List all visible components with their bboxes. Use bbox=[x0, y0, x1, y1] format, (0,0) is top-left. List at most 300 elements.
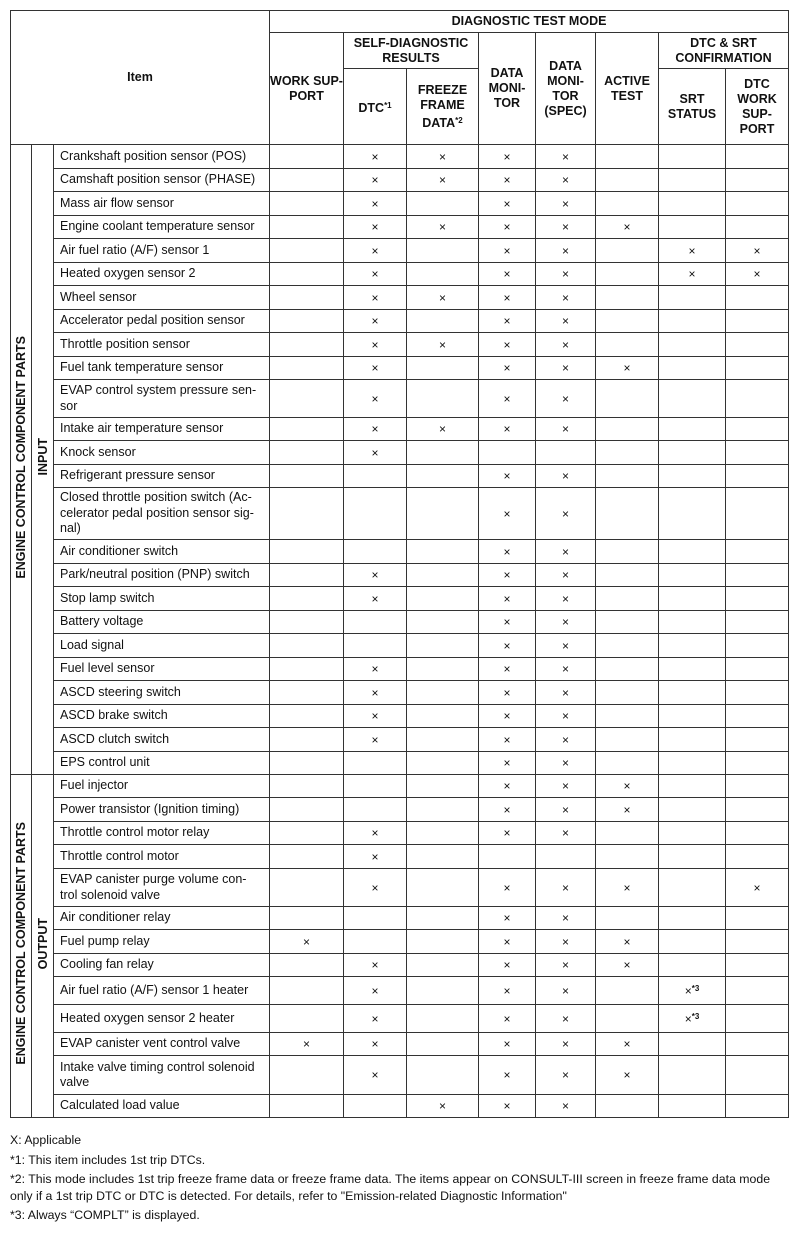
applicable-mark: × bbox=[561, 934, 569, 949]
active-test-mark bbox=[596, 775, 659, 798]
applicable-mark: × bbox=[561, 1011, 569, 1026]
work-support-mark bbox=[270, 1095, 344, 1118]
work-support-mark bbox=[270, 1033, 344, 1056]
dtc-mark bbox=[344, 822, 407, 845]
data-monitor-mark bbox=[479, 634, 536, 658]
dtc-work-support-mark bbox=[726, 587, 789, 611]
dtc-mark bbox=[344, 564, 407, 587]
data-monitor-mark bbox=[479, 1005, 536, 1033]
table-row bbox=[11, 869, 789, 907]
data-monitor-mark bbox=[479, 845, 536, 869]
freeze-frame-mark bbox=[407, 930, 479, 954]
applicable-mark: × bbox=[438, 173, 446, 187]
applicable-mark: × bbox=[561, 591, 569, 606]
data-monitor-mark bbox=[479, 310, 536, 333]
applicable-mark: × bbox=[503, 779, 511, 793]
data-monitor-spec-mark bbox=[536, 705, 596, 728]
data-monitor-spec-mark bbox=[536, 1095, 596, 1118]
dtc-work-support-mark bbox=[726, 380, 789, 418]
work-support-mark bbox=[270, 310, 344, 333]
active-test-mark bbox=[596, 930, 659, 954]
srt-footnote-ref: *3 bbox=[691, 983, 700, 993]
applicable-mark: × bbox=[371, 290, 379, 305]
srt-status-mark bbox=[659, 681, 726, 705]
freeze-frame-mark bbox=[407, 357, 479, 380]
active-test-mark bbox=[596, 634, 659, 658]
data-monitor-mark bbox=[479, 465, 536, 488]
dtc-mark bbox=[344, 169, 407, 192]
item-name: ASCD brake switch bbox=[54, 705, 270, 728]
applicable-mark: × bbox=[753, 267, 761, 281]
dtc-mark bbox=[344, 192, 407, 216]
table-row bbox=[11, 977, 789, 1005]
dtc-mark bbox=[344, 681, 407, 705]
work-support-mark bbox=[270, 564, 344, 587]
applicable-mark: × bbox=[623, 958, 631, 972]
data-monitor-mark bbox=[479, 1033, 536, 1056]
data-monitor-mark bbox=[479, 822, 536, 845]
applicable-mark: × bbox=[503, 314, 511, 328]
applicable-mark: × bbox=[561, 196, 569, 211]
dtc-work-support-mark bbox=[726, 869, 789, 907]
freeze-frame-mark bbox=[407, 145, 479, 169]
item-name: Heated oxygen sensor 2 bbox=[54, 263, 270, 286]
data-monitor-mark bbox=[479, 977, 536, 1005]
dtc-mark bbox=[344, 611, 407, 634]
data-monitor-spec-mark bbox=[536, 564, 596, 587]
dtc-work-support-mark bbox=[726, 681, 789, 705]
table-row bbox=[11, 798, 789, 822]
applicable-mark: × bbox=[561, 173, 569, 187]
srt-status-mark bbox=[659, 145, 726, 169]
item-name: Crankshaft position sensor (POS) bbox=[54, 145, 270, 169]
item-name: Fuel tank temperature sensor bbox=[54, 357, 270, 380]
applicable-mark: × bbox=[561, 958, 569, 972]
active-test-mark bbox=[596, 540, 659, 564]
applicable-mark: × bbox=[684, 983, 692, 998]
active-test-mark bbox=[596, 705, 659, 728]
work-support-mark bbox=[270, 705, 344, 728]
work-support-mark bbox=[270, 441, 344, 465]
data-monitor-mark bbox=[479, 907, 536, 930]
item-name: EPS control unit bbox=[54, 752, 270, 775]
applicable-mark: × bbox=[561, 1068, 569, 1082]
table-row bbox=[11, 169, 789, 192]
data-monitor-spec-mark bbox=[536, 587, 596, 611]
table-row bbox=[11, 465, 789, 488]
applicable-mark: × bbox=[503, 422, 511, 436]
applicable-mark: × bbox=[371, 983, 379, 998]
table-row bbox=[11, 681, 789, 705]
dtc-mark bbox=[344, 216, 407, 239]
table-row bbox=[11, 907, 789, 930]
applicable-mark: × bbox=[623, 779, 631, 793]
applicable-mark: × bbox=[503, 290, 511, 305]
active-test-mark bbox=[596, 192, 659, 216]
data-monitor-spec-mark bbox=[536, 192, 596, 216]
table-row bbox=[11, 658, 789, 681]
dtc-work-support-mark bbox=[726, 286, 789, 310]
srt-status-mark bbox=[659, 286, 726, 310]
srt-status-mark bbox=[659, 357, 726, 380]
table-row bbox=[11, 286, 789, 310]
dtc-mark bbox=[344, 441, 407, 465]
header-data-monitor: DATA MONI- TOR bbox=[479, 33, 536, 145]
dtc-work-support-mark bbox=[726, 954, 789, 977]
active-test-mark bbox=[596, 239, 659, 263]
item-name: Knock sensor bbox=[54, 441, 270, 465]
work-support-mark bbox=[270, 1056, 344, 1095]
data-monitor-spec-mark bbox=[536, 681, 596, 705]
freeze-frame-mark bbox=[407, 1005, 479, 1033]
srt-status-mark bbox=[659, 930, 726, 954]
work-support-mark bbox=[270, 286, 344, 310]
srt-status-mark bbox=[659, 775, 726, 798]
active-test-mark bbox=[596, 1005, 659, 1033]
dtc-mark bbox=[344, 357, 407, 380]
applicable-mark: × bbox=[753, 243, 761, 258]
applicable-mark: × bbox=[561, 314, 569, 328]
work-support-mark bbox=[270, 169, 344, 192]
dtc-work-support-mark bbox=[726, 564, 789, 587]
dtc-mark bbox=[344, 705, 407, 728]
dtc-mark bbox=[344, 587, 407, 611]
srt-status-mark bbox=[659, 752, 726, 775]
applicable-mark: × bbox=[371, 591, 379, 606]
applicable-mark: × bbox=[371, 662, 379, 676]
applicable-mark: × bbox=[438, 337, 446, 352]
applicable-mark: × bbox=[561, 685, 569, 700]
table-row bbox=[11, 822, 789, 845]
freeze-frame-mark bbox=[407, 380, 479, 418]
active-test-mark bbox=[596, 441, 659, 465]
data-monitor-spec-mark bbox=[536, 1056, 596, 1095]
data-monitor-spec-mark bbox=[536, 907, 596, 930]
applicable-mark: × bbox=[503, 506, 511, 521]
data-monitor-mark bbox=[479, 611, 536, 634]
dtc-mark bbox=[344, 775, 407, 798]
data-monitor-spec-mark bbox=[536, 930, 596, 954]
srt-status-mark bbox=[659, 1005, 726, 1033]
applicable-mark: × bbox=[623, 1068, 631, 1082]
applicable-mark: × bbox=[371, 149, 379, 164]
applicable-mark: × bbox=[438, 220, 446, 234]
active-test-mark bbox=[596, 845, 659, 869]
freeze-frame-mark bbox=[407, 263, 479, 286]
srt-status-mark bbox=[659, 822, 726, 845]
item-name: Fuel injector bbox=[54, 775, 270, 798]
srt-status-mark bbox=[659, 705, 726, 728]
srt-status-mark bbox=[659, 798, 726, 822]
applicable-mark: × bbox=[371, 243, 379, 258]
item-name: Heated oxygen sensor 2 heater bbox=[54, 1005, 270, 1033]
work-support-mark bbox=[270, 1005, 344, 1033]
data-monitor-spec-mark bbox=[536, 752, 596, 775]
active-test-mark bbox=[596, 798, 659, 822]
item-name: Wheel sensor bbox=[54, 286, 270, 310]
freeze-frame-mark bbox=[407, 465, 479, 488]
dtc-mark bbox=[344, 465, 407, 488]
footnote-1: *1: This item includes 1st trip DTCs. bbox=[10, 1152, 206, 1167]
applicable-mark: × bbox=[371, 958, 379, 972]
active-test-mark bbox=[596, 1033, 659, 1056]
data-monitor-mark bbox=[479, 1095, 536, 1118]
data-monitor-mark bbox=[479, 658, 536, 681]
applicable-mark: × bbox=[371, 880, 379, 895]
item-name: Mass air flow sensor bbox=[54, 192, 270, 216]
applicable-mark: × bbox=[438, 1099, 446, 1113]
applicable-mark: × bbox=[561, 615, 569, 629]
dtc-work-support-mark bbox=[726, 216, 789, 239]
data-monitor-mark bbox=[479, 263, 536, 286]
srt-status-mark bbox=[659, 954, 726, 977]
header-srt-status: SRT STATUS bbox=[659, 69, 726, 145]
group-label: ENGINE CONTROL COMPONENT PARTS bbox=[14, 335, 28, 579]
dtc-work-support-mark bbox=[726, 845, 789, 869]
item-name: ASCD clutch switch bbox=[54, 728, 270, 752]
dtc-work-support-mark bbox=[726, 728, 789, 752]
group-label: ENGINE CONTROL COMPONENT PARTS bbox=[14, 822, 28, 1065]
item-name: Closed throttle position switch (Ac- celerator pedal position sensor sig- nal) bbox=[54, 488, 270, 540]
table-row bbox=[11, 239, 789, 263]
freeze-frame-mark bbox=[407, 907, 479, 930]
header-dtc-srt-confirmation: DTC & SRT CONFIRMATION bbox=[659, 33, 789, 69]
freeze-frame-mark bbox=[407, 869, 479, 907]
applicable-mark: × bbox=[503, 958, 511, 972]
active-test-mark bbox=[596, 380, 659, 418]
srt-footnote-ref: *3 bbox=[691, 1011, 700, 1021]
active-test-mark bbox=[596, 681, 659, 705]
freeze-frame-mark bbox=[407, 418, 479, 441]
applicable-mark: × bbox=[503, 1037, 511, 1051]
srt-status-mark bbox=[659, 333, 726, 357]
dtc-mark bbox=[344, 907, 407, 930]
data-monitor-mark bbox=[479, 728, 536, 752]
applicable-mark: × bbox=[561, 779, 569, 793]
work-support-mark bbox=[270, 239, 344, 263]
applicable-mark: × bbox=[503, 1099, 511, 1113]
srt-status-mark bbox=[659, 634, 726, 658]
srt-status-mark bbox=[659, 1095, 726, 1118]
applicable-mark: × bbox=[561, 506, 569, 521]
freeze-frame-mark bbox=[407, 658, 479, 681]
dtc-mark bbox=[344, 333, 407, 357]
data-monitor-spec-mark bbox=[536, 465, 596, 488]
header-freeze-frame-data: FREEZE FRAME DATA$^{*2}$ bbox=[407, 69, 479, 145]
item-name: Throttle control motor bbox=[54, 845, 270, 869]
freeze-frame-mark bbox=[407, 798, 479, 822]
dtc-work-support-mark bbox=[726, 357, 789, 380]
applicable-mark: × bbox=[623, 802, 631, 817]
dtc-work-support-mark bbox=[726, 263, 789, 286]
item-name: Refrigerant pressure sensor bbox=[54, 465, 270, 488]
table-row bbox=[11, 728, 789, 752]
item-name: Calculated load value bbox=[54, 1095, 270, 1118]
dtc-work-support-mark bbox=[726, 658, 789, 681]
dtc-mark bbox=[344, 488, 407, 540]
data-monitor-mark bbox=[479, 488, 536, 540]
item-name: Air conditioner switch bbox=[54, 540, 270, 564]
data-monitor-spec-mark bbox=[536, 380, 596, 418]
freeze-frame-mark bbox=[407, 587, 479, 611]
applicable-mark: × bbox=[438, 149, 446, 164]
item-name: Load signal bbox=[54, 634, 270, 658]
item-name: Air fuel ratio (A/F) sensor 1 heater bbox=[54, 977, 270, 1005]
subgroup-label: INPUT bbox=[35, 438, 50, 476]
srt-status-mark bbox=[659, 310, 726, 333]
applicable-mark: × bbox=[561, 802, 569, 817]
dtc-work-support-mark bbox=[726, 145, 789, 169]
applicable-mark: × bbox=[371, 391, 379, 406]
item-name: EVAP control system pressure sen- sor bbox=[54, 380, 270, 418]
active-test-mark bbox=[596, 286, 659, 310]
dtc-work-support-mark bbox=[726, 540, 789, 564]
dtc-mark bbox=[344, 1095, 407, 1118]
data-monitor-spec-mark bbox=[536, 357, 596, 380]
data-monitor-spec-mark bbox=[536, 286, 596, 310]
freeze-frame-mark bbox=[407, 540, 479, 564]
applicable-mark: × bbox=[623, 934, 631, 949]
subgroup-output bbox=[32, 775, 54, 1118]
applicable-mark: × bbox=[503, 469, 511, 483]
data-monitor-spec-mark bbox=[536, 845, 596, 869]
data-monitor-spec-mark bbox=[536, 216, 596, 239]
dtc-mark bbox=[344, 239, 407, 263]
footnote-3: *3: Always “COMPLT” is displayed. bbox=[10, 1208, 200, 1222]
dtc-work-support-mark bbox=[726, 1033, 789, 1056]
table-row bbox=[11, 930, 789, 954]
freeze-frame-mark bbox=[407, 1056, 479, 1095]
srt-status-mark bbox=[659, 465, 726, 488]
applicable-mark: × bbox=[371, 568, 379, 582]
data-monitor-spec-mark bbox=[536, 869, 596, 907]
table-row bbox=[11, 380, 789, 418]
applicable-mark: × bbox=[561, 391, 569, 406]
applicable-mark: × bbox=[503, 826, 511, 840]
dtc-mark bbox=[344, 977, 407, 1005]
work-support-mark bbox=[270, 357, 344, 380]
group-engine-control-parts-output bbox=[11, 775, 32, 1118]
work-support-mark bbox=[270, 798, 344, 822]
applicable-mark: × bbox=[371, 709, 379, 723]
applicable-mark: × bbox=[371, 267, 379, 281]
header-data-monitor-spec: DATA MONI- TOR (SPEC) bbox=[536, 33, 596, 145]
active-test-mark bbox=[596, 357, 659, 380]
subgroup-label: OUTPUT bbox=[35, 917, 50, 970]
applicable-mark: × bbox=[561, 911, 569, 925]
table-row bbox=[11, 418, 789, 441]
data-monitor-spec-mark bbox=[536, 488, 596, 540]
applicable-mark: × bbox=[503, 544, 511, 559]
applicable-mark: × bbox=[561, 361, 569, 375]
dtc-mark bbox=[344, 798, 407, 822]
srt-status-mark bbox=[659, 441, 726, 465]
data-monitor-mark bbox=[479, 869, 536, 907]
applicable-mark: × bbox=[503, 1011, 511, 1026]
data-monitor-mark bbox=[479, 587, 536, 611]
applicable-mark: × bbox=[688, 243, 696, 258]
applicable-mark: × bbox=[623, 361, 631, 375]
applicable-mark: × bbox=[371, 337, 379, 352]
data-monitor-mark bbox=[479, 357, 536, 380]
data-monitor-mark bbox=[479, 954, 536, 977]
table-row bbox=[11, 310, 789, 333]
item-name: Engine coolant temperature sensor bbox=[54, 216, 270, 239]
applicable-mark: × bbox=[302, 1037, 310, 1051]
data-monitor-spec-mark bbox=[536, 658, 596, 681]
data-monitor-mark bbox=[479, 775, 536, 798]
data-monitor-spec-mark bbox=[536, 822, 596, 845]
applicable-mark: × bbox=[371, 173, 379, 187]
applicable-mark: × bbox=[371, 685, 379, 700]
dtc-work-support-mark bbox=[726, 930, 789, 954]
data-monitor-mark bbox=[479, 216, 536, 239]
applicable-mark: × bbox=[623, 1037, 631, 1051]
active-test-mark bbox=[596, 954, 659, 977]
data-monitor-spec-mark bbox=[536, 1005, 596, 1033]
applicable-mark: × bbox=[371, 445, 379, 460]
applicable-mark: × bbox=[561, 732, 569, 747]
freeze-frame-mark bbox=[407, 977, 479, 1005]
srt-status-mark bbox=[659, 1056, 726, 1095]
srt-status-mark bbox=[659, 907, 726, 930]
work-support-mark bbox=[270, 380, 344, 418]
table-row bbox=[11, 216, 789, 239]
dtc-mark bbox=[344, 286, 407, 310]
item-name: Cooling fan relay bbox=[54, 954, 270, 977]
work-support-mark bbox=[270, 263, 344, 286]
work-support-mark bbox=[270, 540, 344, 564]
applicable-mark: × bbox=[684, 1011, 692, 1026]
freeze-frame-mark bbox=[407, 728, 479, 752]
dtc-mark bbox=[344, 1056, 407, 1095]
dtc-mark bbox=[344, 1033, 407, 1056]
active-test-mark bbox=[596, 752, 659, 775]
applicable-mark: × bbox=[503, 149, 511, 164]
data-monitor-spec-mark bbox=[536, 333, 596, 357]
applicable-mark: × bbox=[503, 983, 511, 998]
applicable-mark: × bbox=[561, 267, 569, 281]
header-dtc: DTC$^{*1}$ bbox=[344, 69, 407, 145]
data-monitor-spec-mark bbox=[536, 1033, 596, 1056]
data-monitor-mark bbox=[479, 418, 536, 441]
applicable-mark: × bbox=[371, 220, 379, 234]
footnotes bbox=[10, 1132, 790, 1227]
dtc-work-support-mark bbox=[726, 634, 789, 658]
applicable-mark: × bbox=[438, 290, 446, 305]
freeze-frame-mark bbox=[407, 705, 479, 728]
freeze-frame-mark bbox=[407, 611, 479, 634]
active-test-mark bbox=[596, 465, 659, 488]
table-row bbox=[11, 145, 789, 169]
srt-status-mark bbox=[659, 169, 726, 192]
freeze-frame-mark bbox=[407, 286, 479, 310]
data-monitor-mark bbox=[479, 681, 536, 705]
table-row bbox=[11, 357, 789, 380]
work-support-mark bbox=[270, 465, 344, 488]
dtc-mark bbox=[344, 310, 407, 333]
srt-status-mark bbox=[659, 192, 726, 216]
dtc-work-support-mark bbox=[726, 1095, 789, 1118]
applicable-mark: × bbox=[302, 934, 310, 949]
dtc-mark bbox=[344, 728, 407, 752]
item-name: Camshaft position sensor (PHASE) bbox=[54, 169, 270, 192]
active-test-mark bbox=[596, 1056, 659, 1095]
applicable-mark: × bbox=[503, 615, 511, 629]
active-test-mark bbox=[596, 869, 659, 907]
srt-status-mark bbox=[659, 1033, 726, 1056]
srt-status-mark bbox=[659, 488, 726, 540]
